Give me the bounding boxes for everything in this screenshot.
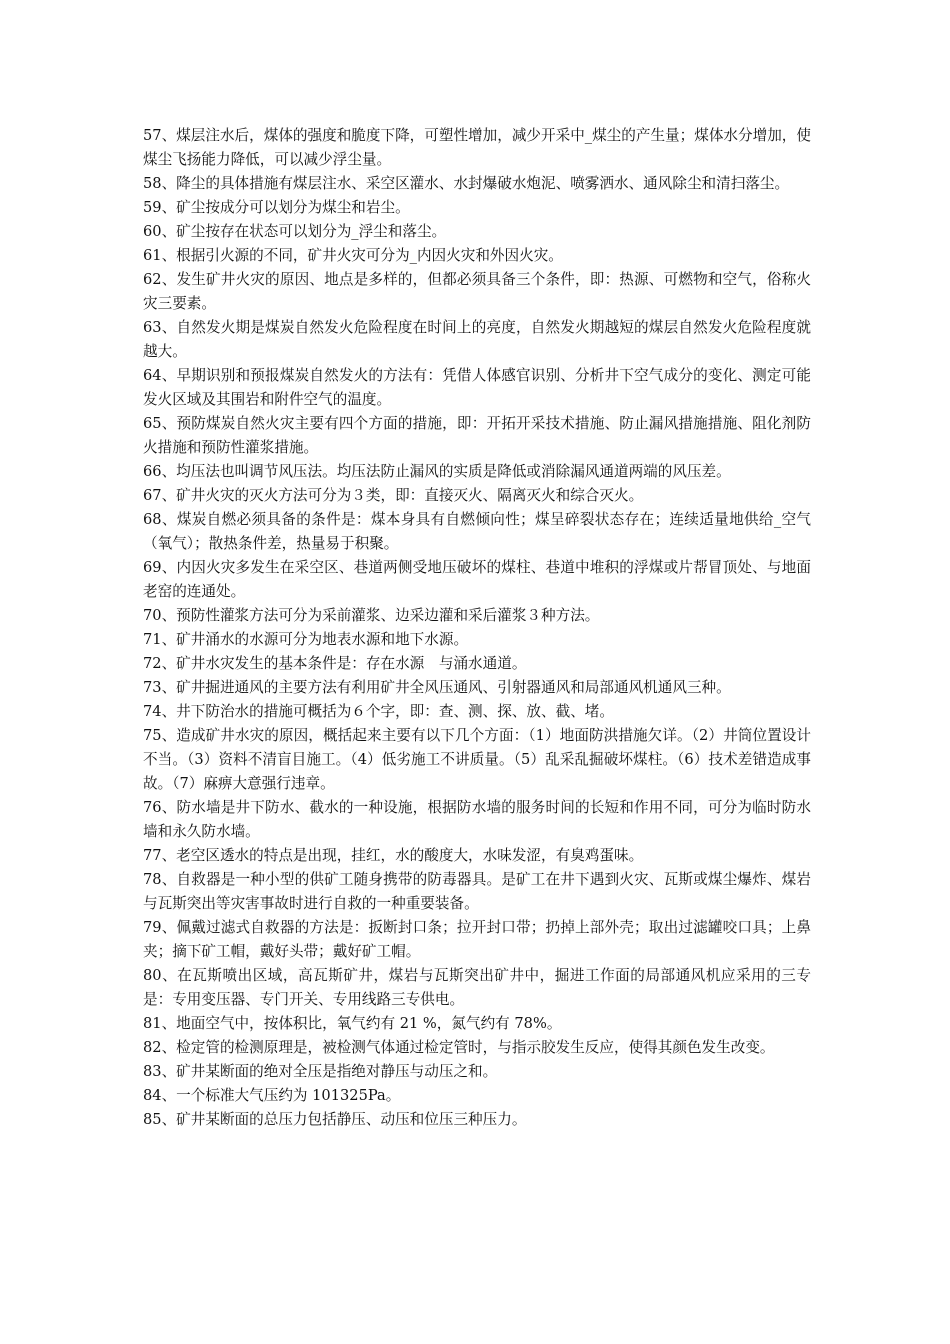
item-84: 84、一个标准大气压约为 101325Pa。 [143,1087,401,1104]
item-83: 83、矿井某断面的绝对全压是指绝对静压与动压之和。 [143,1063,498,1080]
item-75: 75、造成矿井水灾的原因，概括起来主要有以下几个方面：（1）地面防洪措施欠详。（2）井筒位置设计不当。（3）资料不清盲目施工。（4）低劣施工不讲质量。（5）乱采乱掘破坏煤柱。（6）技术差错造成事故。（7）麻痹大意强行违章。 [143,727,811,792]
item-67: 67、矿井火灾的灭火方法可分为３类，即：直接灭火、隔离灭火和综合灭火。 [143,487,644,504]
item-57: 57、煤层注水后，煤体的强度和脆度下降，可塑性增加，减少开采中_煤尘的产生量；煤体水分增加，使煤尘飞扬能力降低，可以减少浮尘量。 [143,127,811,168]
item-62: 62、发生矿井火灾的原因、地点是多样的，但都必须具备三个条件，即：热源、可燃物和空气，俗称火灾三要素。 [143,271,811,312]
item-66: 66、均压法也叫调节风压法。均压法防止漏风的实质是降低或消除漏风通道两端的风压差。 [143,463,731,480]
document-page [143,124,811,1132]
item-70: 70、预防性灌浆方法可分为采前灌浆、边采边灌和采后灌浆３种方法。 [143,607,600,624]
item-61: 61、根据引火源的不同，矿井火灾可分为_内因火灾和外因火灾。 [143,247,563,264]
item-82: 82、检定管的检测原理是，被检测气体通过检定管时，与指示胶发生反应，使得其颜色发生改变。 [143,1039,775,1056]
item-85: 85、矿井某断面的总压力包括静压、动压和位压三种压力。 [143,1111,527,1128]
item-73: 73、矿井掘进通风的主要方法有利用矿井全风压通风、引射器通风和局部通风机通风三种。 [143,679,731,696]
item-80: 80、在瓦斯喷出区域，高瓦斯矿井，煤岩与瓦斯突出矿井中，掘进工作面的局部通风机应采用的三专是：专用变压器、专门开关、专用线路三专供电。 [143,967,811,1008]
item-79: 79、佩戴过滤式自救器的方法是：扳断封口条；拉开封口带；扔掉上部外壳；取出过滤罐咬口具；上鼻夹；摘下矿工帽，戴好头带；戴好矿工帽。 [143,919,811,960]
item-78: 78、自救器是一种小型的供矿工随身携带的防毒器具。是矿工在井下遇到火灾、瓦斯或煤尘爆炸、煤岩与瓦斯突出等灾害事故时进行自救的一种重要装备。 [143,871,811,912]
item-77: 77、老空区透水的特点是出现，挂红，水的酸度大，水味发涩，有臭鸡蛋味。 [143,847,644,864]
item-60: 60、矿尘按存在状态可以划分为_浮尘和落尘。 [143,223,447,240]
item-59: 59、矿尘按成分可以划分为煤尘和岩尘。 [143,199,410,216]
item-64: 64、早期识别和预报煤炭自然发火的方法有：凭借人体感官识别、分析井下空气成分的变化、测定可能发火区域及其围岩和附件空气的温度。 [143,367,811,408]
item-68: 68、煤炭自燃必须具备的条件是：煤本身具有自燃倾向性；煤呈碎裂状态存在；连续适量地供给_空气（氧气）；散热条件差，热量易于积聚。 [143,511,811,552]
item-72: 72、矿井水灾发生的基本条件是：存在水源 与涌水通道。 [143,655,527,672]
item-76: 76、防水墙是井下防水、截水的一种设施，根据防水墙的服务时间的长短和作用不同，可分为临时防水墙和永久防水墙。 [143,799,811,840]
item-65: 65、预防煤炭自然火灾主要有四个方面的措施，即：开拓开采技术措施、防止漏风措施措施、阻化剂防火措施和预防性灌浆措施。 [143,415,811,456]
item-81: 81、地面空气中，按体积比，氧气约有 21 %，氮气约有 78%。 [143,1015,562,1032]
item-69: 69、内因火灾多发生在采空区、巷道两侧受地压破坏的煤柱、巷道中堆积的浮煤或片帮冒顶处、与地面老窑的连通处。 [143,559,811,600]
item-63: 63、自然发火期是煤炭自然发火危险程度在时间上的亮度，自然发火期越短的煤层自然发火危险程度就越大。 [143,319,811,360]
item-71: 71、矿井涌水的水源可分为地表水源和地下水源。 [143,631,469,648]
item-58: 58、降尘的具体措施有煤层注水、采空区灌水、水封爆破水炮泥、喷雾洒水、通风除尘和清扫落尘。 [143,175,790,192]
item-74: 74、井下防治水的措施可概括为６个字，即：查、测、探、放、截、堵。 [143,703,614,720]
